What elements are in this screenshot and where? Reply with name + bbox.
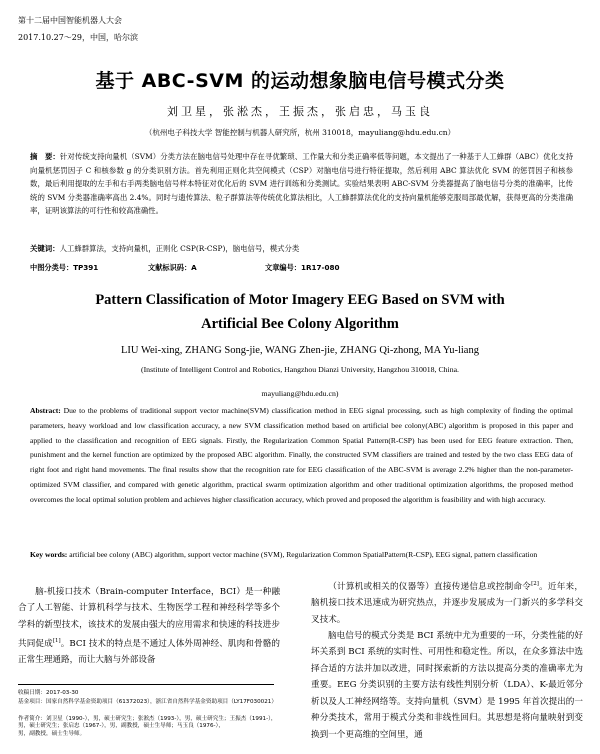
abstract-cn: [30, 150, 573, 218]
footnote-received: 收稿日期：2017-03-30: [18, 690, 79, 696]
abstract-cn-text: 针对传统支持向量机（SVM）分类方法在脑电信号处理中存在寻优繁琐、工作量大和分类正确率低等问题，本文提出了一种基于人工蜂群（ABC）优化支持向量机惩罚因子 C 和核参数 g 的分类识别方法。首先利用正则化共空间模式（CSP）对脑电信号进行特征提取，然后利用 ABC 算法优化 SVM 的惩罚因子和核参数，最后利用提取的左手和右手两类脑电信号样本特征对优化后的 SVM 进行训练和分类测试。实验结果表明 ABC-SVM 分类器提高了脑电信号分类的准确率，比传统的 SVM 分类器准确率高出 2.4%。同时与遗传算法、粒子群算法等传统优化算法相比，人工蜂群算法优化的支持向量机能够克服局部最优解，获得更高的分类准确率，证明该算法的可行性和较高准确性。: [30, 152, 573, 216]
document-code: 文献标识码：A: [148, 263, 197, 272]
body-right-column: [311, 576, 583, 743]
paper-title-en-line1: Pattern Classification of Motor Imagery EEG Based on SVM with: [95, 292, 505, 308]
authors-cn: 刘卫星，张淞杰，王振杰，张启忠，马玉良: [167, 105, 433, 118]
body-right-paragraph-1: [311, 576, 583, 628]
authors-en: LIU Wei-xing, ZHANG Song-jie, WANG Zhen-jie, ZHANG Qi-zhong, MA Yu-liang: [121, 345, 479, 356]
body-left-text: 脑-机接口技术（Brain-computer Interface，BCI）是一种融合了人工智能、计算机科学与技术、生物医学工程和神经科学等多个学科的新型技术，该技术的发展由强大的应用需求和快速的科技进步共同促成: [18, 587, 280, 650]
paper-title-en-line2: Artificial Bee Colony Algorithm: [201, 316, 399, 332]
footnote-authors-line1: 作者简介：刘卫星（1990-），男，硕士研究生；张淞杰（1993-），男，硕士研究生；王振杰（1991-），男，硕士研究生；张启忠（1967-），男，副教授，硕士生导师；马玉良（1976-），: [18, 716, 277, 730]
keywords-en-text: artificial bee colony (ABC) algorithm, support vector machine (SVM), Regularization Common SpatialPattern(R-CSP), EEG signal, pattern classification: [69, 550, 538, 559]
affiliation-cn: （杭州电子科技大学 智能控制与机器人研究所，杭州 310018，mayuliang@hdu.edu.cn）: [144, 128, 456, 137]
body-left-text-2: 。BCI 技术的特点是不通过人体外周神经、肌肉和骨骼的正常生理通路，而让大脑与外部设备: [18, 639, 280, 666]
abstract-en-label: Abstract:: [30, 406, 61, 415]
footnote-divider: [18, 684, 274, 685]
keywords-cn-text: 人工蜂群算法，支持向量机，正则化 CSP(R-CSP)，脑电信号，模式分类: [59, 244, 300, 253]
affiliation-en: (Institute of Intelligent Control and Robotics, Hangzhou Dianzi University, Hangzhou 310018, China.: [140, 365, 460, 374]
body-right-p2: 脑电信号的模式分类是 BCI 系统中尤为重要的一环，分类性能的好坏关系到 BCI 系统的实时性、可用性和稳定性。所以，在众多算法中选择合适的方法并加以改进，同时探索新的方法以提高分类的准确率尤为重要。EEG 分类识别的主要方法有线性判别分析（LDA）、K-最近邻分析以及人工神经网络等。支持向量机（SVM）是 1995 年首次提出的一种分类技术，常用于模式分类和非线性回归。其思想是将向量映射到变换到一个更高维的空间里，通: [311, 631, 583, 740]
paper-title-en: [0, 288, 600, 336]
email-en: mayuliang@hdu.edu.cn): [261, 389, 339, 398]
body-left-column: [18, 584, 280, 669]
article-number: 文章编号：1R17-080: [265, 263, 340, 272]
abstract-en: [30, 404, 573, 508]
abstract-cn-label: 摘 要：: [30, 152, 60, 161]
keywords-en: [30, 548, 573, 563]
conference-date-place: 2017.10.27～29，中国，哈尔滨: [18, 33, 138, 42]
citation-1: [1]: [52, 638, 61, 645]
citation-2: [2]: [531, 581, 539, 587]
body-right-p1b: 。近年来，脑机接口技术迅速成为研究热点，并逐步发展成为一门新兴的多学科交叉技术。: [311, 581, 583, 625]
footnote-authors-line2: 男，副教授，硕士生导师。: [18, 730, 86, 737]
conference-name: 第十二届中国智能机器人大会: [18, 16, 122, 25]
body-right-paragraph-2: [311, 628, 583, 743]
footnote-fund: 基金项目：国家自然科学基金资助项目（61372023），浙江省自然科学基金资助项目（LY17F030021）: [18, 699, 277, 705]
clc-number: 中图分类号：TP391: [30, 263, 99, 272]
abstract-en-text: Due to the problems of traditional support vector machine(SVM) classification method in EEG signal processing, such as high complexity of finding the optimal parameters, heavy workload and low classification accuracy, a new SVM classification method based on artificial bee colony(ABC) algorithm is proposed in this paper and applied to the classification and recognition of EEG signals. Firstly, the Regularization Common Spatial Pattern(R-CSP) has been used for EEG feature extraction. Then, punishment and the kernel function are optimized by the proposed ABC algorithm. Finally, the constructed SVM classifiers are trained and tested by the two class EEG data of right foot and right hand movements. The final results show that the recognition rate for EEG classification of the ABC-SVM is average 2.2% higher than the non-parameter-optimized SVM classifier, and compared with genetic algorithm, practical swarm optimization algorithm and other traditional optimization algorithms, the proposed method overcomes the local optimal solution problem and achieves higher classification accuracy, which proved and proposed the algorithm is feasibility and with high accuracy.: [30, 406, 573, 504]
body-right-p1a: （计算机或相关的仪器等）直接传递信息或控制命令: [328, 581, 532, 592]
keywords-cn: [30, 242, 573, 256]
paper-title-cn: 基于 ABC-SVM 的运动想象脑电信号模式分类: [95, 70, 505, 92]
keywords-cn-label: 关键词：: [30, 244, 60, 253]
footnote-authors: [18, 716, 280, 738]
keywords-en-label: Key words:: [30, 550, 68, 559]
